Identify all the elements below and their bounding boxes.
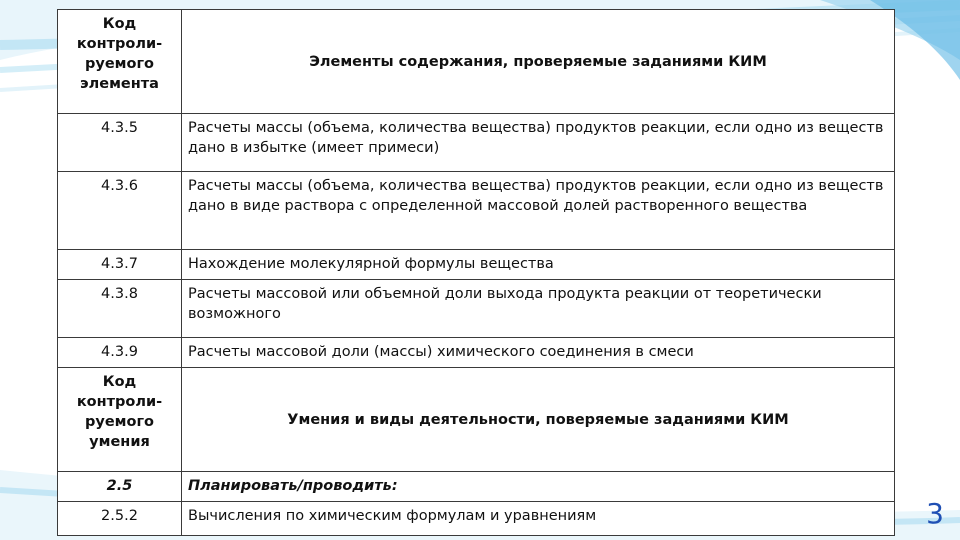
row-text: Расчеты массовой или объемной доли выхода продукта реакции от теоретически возможного [182,280,895,338]
header-skill-content-cell: Умения и виды деятельности, поверяемые заданиями КИМ [182,368,895,472]
table-subheader-row [58,472,895,502]
table-row [58,280,895,338]
row-text: Расчеты массы (объема, количества вещества) продуктов реакции, если одно из веществ дано в виде раствора с определенной массовой долей растворенного вещества [182,172,895,250]
row-text: Расчеты массы (объема, количества вещества) продуктов реакции, если одно из веществ дано в избытке (имеет примеси) [182,114,895,172]
row-code: 2.5.2 [58,502,182,536]
table-row [58,114,895,172]
table-header-row [58,10,895,114]
row-text: Расчеты массовой доли (массы) химического соединения в смеси [182,338,895,368]
table-row [58,172,895,250]
header-skill-code-cell: Код контроли-руемого умения [58,368,182,472]
subheader-text: Планировать/проводить: [182,472,895,502]
row-text: Вычисления по химическим формулам и уравнениям [182,502,895,536]
row-code: 4.3.9 [58,338,182,368]
row-code: 4.3.8 [58,280,182,338]
row-text: Нахождение молекулярной формулы вещества [182,250,895,280]
content-table [57,9,895,536]
row-code: 4.3.6 [58,172,182,250]
header-content-cell: Элементы содержания, проверяемые заданиями КИМ [182,10,895,114]
page-number: 3 [926,497,944,530]
table-row [58,338,895,368]
table-row [58,250,895,280]
table-header-row-skills [58,368,895,472]
row-code: 4.3.7 [58,250,182,280]
subheader-code: 2.5 [58,472,182,502]
header-code-cell: Код контроли-руемого элемента [58,10,182,114]
row-code: 4.3.5 [58,114,182,172]
table-row [58,502,895,536]
